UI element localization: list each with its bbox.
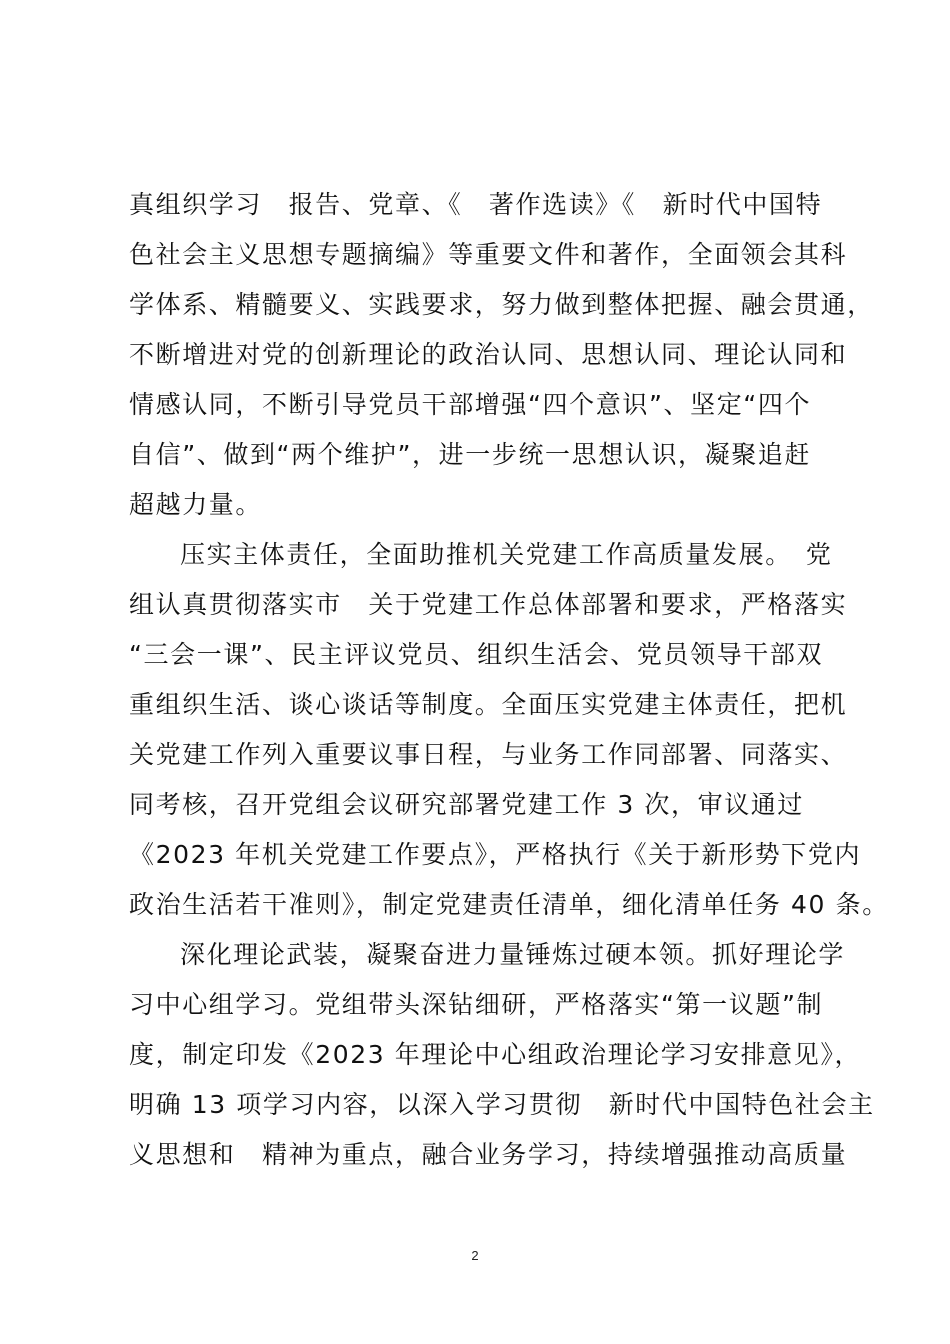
text-line: “三会一课”、民主评议党员、组织生活会、党员领导干部双 xyxy=(129,640,824,669)
text-line: 习中心组学习。党组带头深钻细研，严格落实“第一议题”制 xyxy=(129,990,824,1019)
paragraph-2 xyxy=(129,530,889,930)
text-line: 《2023 年机关党建工作要点》，严格执行《关于新形势下党内 xyxy=(129,840,862,869)
text-line: 学体系、精髓要义、实践要求，努力做到整体把握、融会贯通， xyxy=(129,290,874,319)
text-line: 同考核，召开党组会议研究部署党建工作 3 次，审议通过 xyxy=(129,790,805,819)
text-line: 度，制定印发《2023 年理论中心组政治理论学习安排意见》， xyxy=(129,1040,862,1069)
text-line: 重组织生活、谈心谈话等制度。全面压实党建主体责任，把机 xyxy=(129,690,848,719)
page-number: 2 xyxy=(471,1248,479,1263)
text-line: 义思想和 精神为重点，融合业务学习，持续增强推动高质量 xyxy=(129,1140,848,1169)
text-line: 明确 13 项学习内容，以深入学习贯彻 新时代中国特色社会主 xyxy=(129,1090,875,1119)
text-line: 自信”、做到“两个维护”，进一步统一思想认识，凝聚追赶 xyxy=(129,440,812,469)
text-line: 关党建工作列入重要议事日程，与业务工作同部署、同落实、 xyxy=(129,740,848,769)
text-line: 不断增进对党的创新理论的政治认同、思想认同、理论认同和 xyxy=(129,340,848,369)
text-line: 组认真贯彻落实市 关于党建工作总体部署和要求，严格落实 xyxy=(129,590,848,619)
text-line: 色社会主义思想专题摘编》等重要文件和著作，全面领会其科 xyxy=(129,240,848,269)
text-line: 政治生活若干准则》，制定党建责任清单，细化清单任务 40 条。 xyxy=(129,890,889,919)
text-line: 情感认同，不断引导党员干部增强“四个意识”、坚定“四个 xyxy=(129,390,812,419)
text-line: 超越力量。 xyxy=(129,490,263,519)
paragraph-1 xyxy=(129,180,874,530)
paragraph-3 xyxy=(129,930,875,1180)
text-line: 深化理论武装，凝聚奋进力量锤炼过硬本领。抓好理论学 xyxy=(180,940,846,969)
text-line: 真组织学习 报告、党章、《 著作选读》《 新时代中国特 xyxy=(129,190,823,219)
text-line: 压实主体责任，全面助推机关党建工作高质量发展。 党 xyxy=(180,540,833,569)
